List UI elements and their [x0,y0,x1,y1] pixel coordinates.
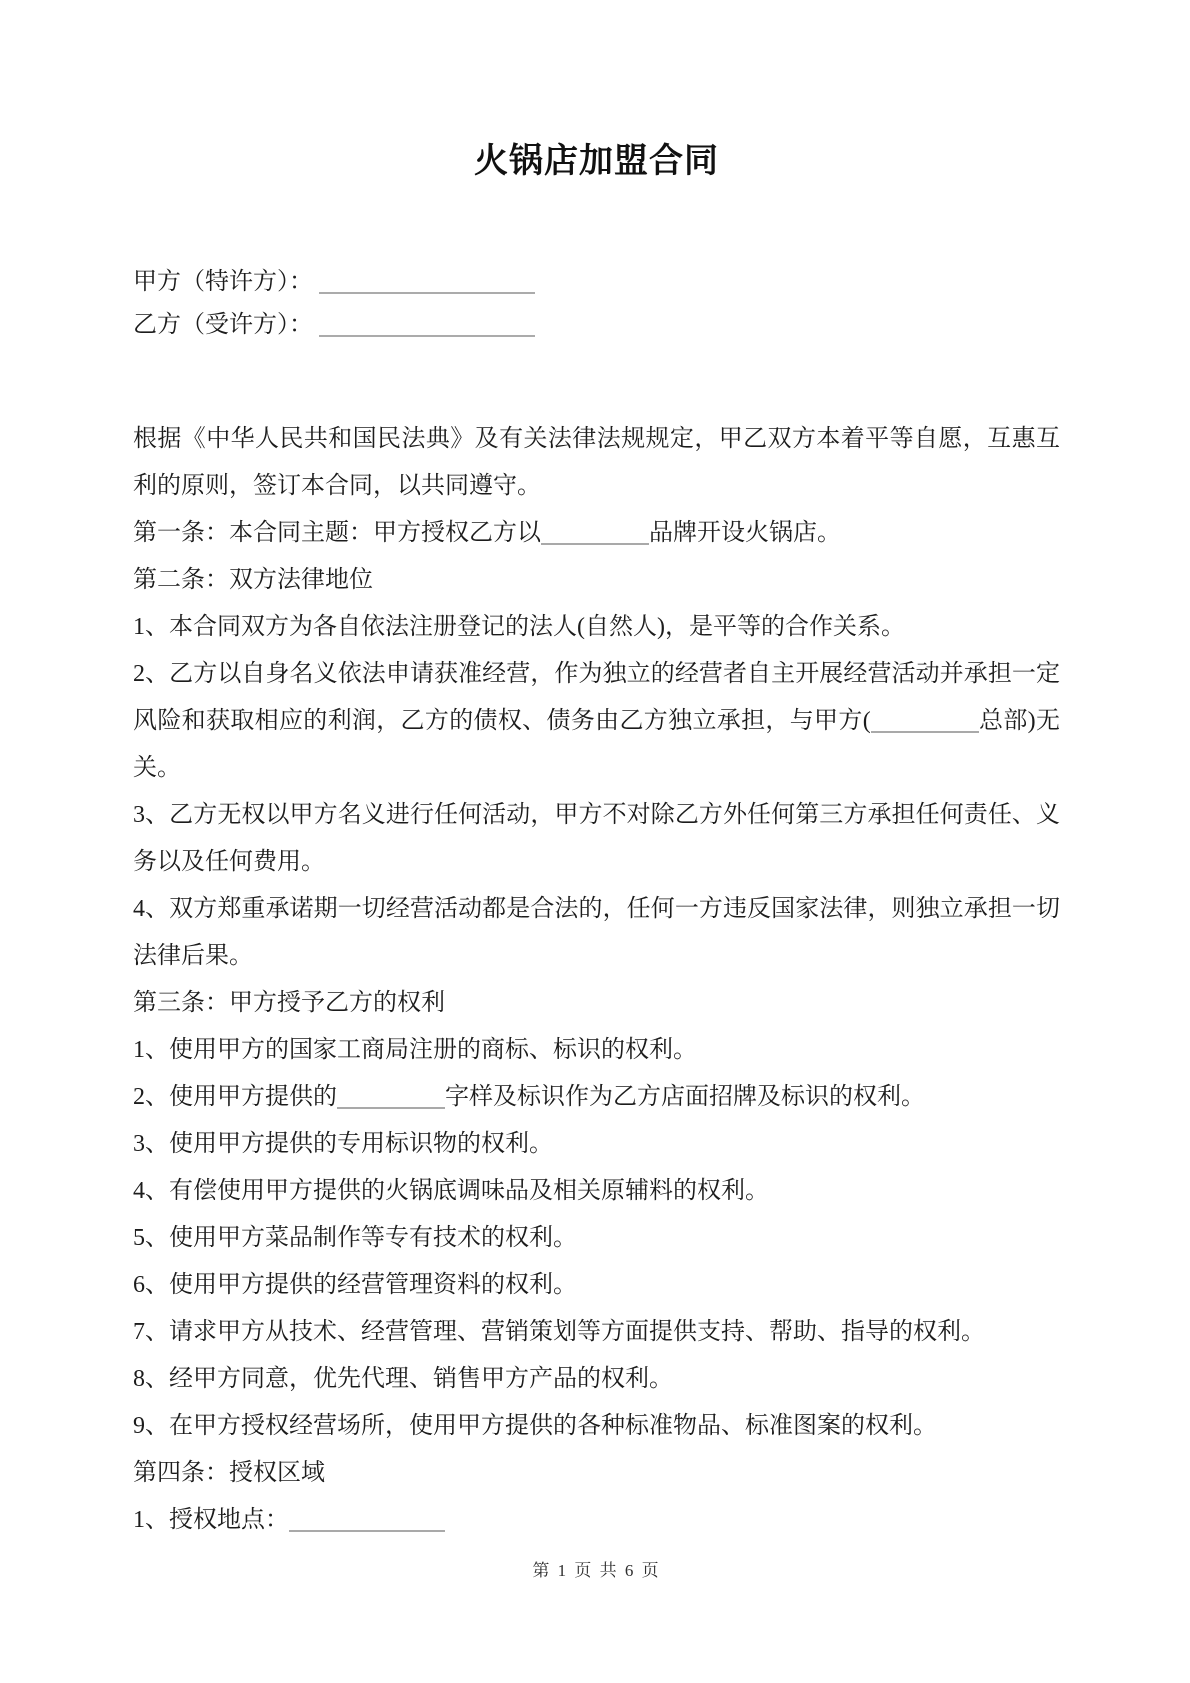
text-run: 4、有偿使用甲方提供的火锅底调味品及相关原辅料的权利。 [133,1178,769,1204]
party-label: 乙方（受许方）： [133,312,313,338]
paragraph [133,980,1060,1027]
text-run: 7、请求甲方从技术、经营管理、营销策划等方面提供支持、帮助、指导的权利。 [133,1319,985,1345]
paragraph [133,792,1060,886]
paragraph [133,1121,1060,1168]
party-line [133,304,1060,347]
text-run: 3、乙方无权以甲方名义进行任何活动，甲方不对除乙方外任何第三方承担任何责任、义务以及任何费用。 [133,802,1060,875]
text-run: 5、使用甲方菜品制作等专有技术的权利。 [133,1225,577,1251]
text-run: 第一条：本合同主题：甲方授权乙方以 [133,520,541,546]
paragraph [133,1356,1060,1403]
text-run: 2、使用甲方提供的 [133,1084,337,1110]
page-title: 火锅店加盟合同 [474,143,719,180]
text-run: 1、授权地点： [133,1507,289,1533]
party-line [133,261,1060,304]
paragraph [133,1403,1060,1450]
text-run: 6、使用甲方提供的经营管理资料的权利。 [133,1272,577,1298]
paragraph [133,1074,1060,1121]
text-run: 第四条：授权区域 [133,1460,325,1486]
text-run: 4、双方郑重承诺期一切经营活动都是合法的，任何一方违反国家法律，则独立承担一切法律后果。 [133,896,1060,969]
text-run: 2、乙方以自身名义依法申请获准经营，作为独立的经营者自主开展经营活动并承担一定风险和获取相应的利润，乙方的债权、债务由乙方独立承担，与甲方( [133,661,1060,734]
contract-content [133,138,1060,1582]
text-run: 第三条：甲方授予乙方的权利 [133,990,445,1016]
text-run: 1、使用甲方的国家工商局注册的商标、标识的权利。 [133,1037,697,1063]
fill-in-blank [871,707,979,733]
text-run: 根据《中华人民共和国民法典》及有关法律法规规定，甲乙双方本着平等自愿，互惠互利的原则，签订本合同，以共同遵守。 [133,426,1060,499]
text-run: 3、使用甲方提供的专用标识物的权利。 [133,1131,553,1157]
text-run: 9、在甲方授权经营场所，使用甲方提供的各种标准物品、标准图案的权利。 [133,1413,937,1439]
text-run: 品牌开设火锅店。 [649,520,841,546]
paragraph [133,416,1060,510]
paragraph [133,557,1060,604]
paragraph [133,1027,1060,1074]
text-run: 字样及标识作为乙方店面招牌及标识的权利。 [445,1084,925,1110]
party-label: 甲方（特许方）： [133,269,313,295]
paragraph [133,1262,1060,1309]
paragraph [133,651,1060,792]
fill-in-blank [541,519,649,545]
party-block [133,261,1060,347]
fill-in-blank [337,1083,445,1109]
text-run: 1、本合同双方为各自依法注册登记的法人(自然人)，是平等的合作关系。 [133,614,905,640]
paragraph [133,604,1060,651]
paragraph [133,510,1060,557]
text-run: 8、经甲方同意，优先代理、销售甲方产品的权利。 [133,1366,673,1392]
text-run: 总部)无关。 [133,708,1060,781]
fill-in-blank [319,268,535,294]
paragraph [133,1497,1060,1544]
paragraph [133,1450,1060,1497]
paragraph [133,1168,1060,1215]
paragraph [133,1215,1060,1262]
paragraph [133,886,1060,980]
contract-body [133,416,1060,1544]
fill-in-blank [319,311,535,337]
text-run: 第二条：双方法律地位 [133,567,373,593]
page-footer: 第 1 页 共 6 页 [532,1561,661,1580]
fill-in-blank [289,1506,445,1532]
paragraph [133,1309,1060,1356]
